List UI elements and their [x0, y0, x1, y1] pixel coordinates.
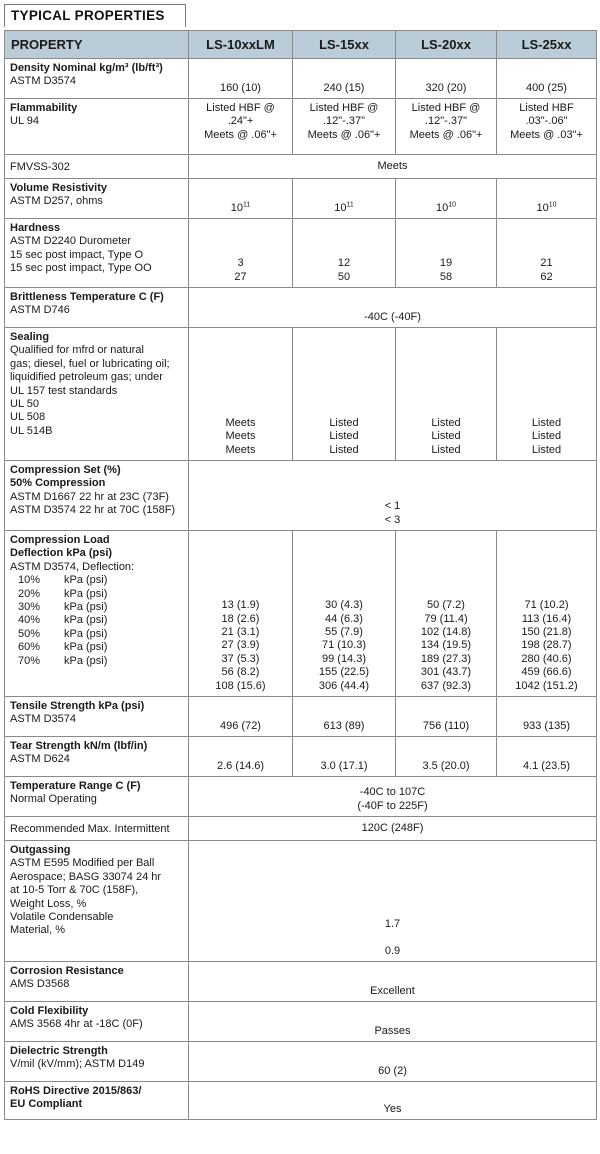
- tensile-value: 933 (135): [497, 697, 597, 737]
- tear-value: 3.5 (20.0): [396, 737, 497, 777]
- outgassing-value: 1.7 0.9: [189, 841, 597, 962]
- sealing-label: Sealing Qualified for mfrd or natural gas; diesel, fuel or lubricating oil; liquidified petroleum gas; under UL 157 test standards UL 50 UL 508 UL 514B: [5, 328, 189, 461]
- hardness-value: 21 62: [497, 219, 597, 288]
- col-header-ls-25xx: LS-25xx: [497, 31, 597, 59]
- sealing-value: Listed Listed Listed: [396, 328, 497, 461]
- row-intermittent: [5, 817, 597, 841]
- flammability-value: Listed HBF .03"-.06" Meets @ .03"+: [497, 99, 597, 155]
- hardness-value: 19 58: [396, 219, 497, 288]
- sealing-value: Listed Listed Listed: [497, 328, 597, 461]
- tensile-value: 613 (89): [293, 697, 396, 737]
- col-header-ls-15xx: LS-15xx: [293, 31, 396, 59]
- row-fmvss: [5, 155, 597, 179]
- row-compression-set: [5, 461, 597, 531]
- row-brittleness: [5, 288, 597, 328]
- sealing-value: Listed Listed Listed: [293, 328, 396, 461]
- volume-resistivity-label: Volume Resistivity ASTM D257, ohms: [5, 179, 189, 219]
- intermittent-value: 120C (248F): [189, 817, 597, 841]
- volume-resistivity-value: $10^{11}$: [293, 179, 396, 219]
- dielectric-label: Dielectric Strength V/mil (kV/mm); ASTM D149: [5, 1042, 189, 1082]
- temperature-label: Temperature Range C (F) Normal Operating: [5, 777, 189, 817]
- cold-flexibility-label: Cold Flexibility AMS 3568 4hr at -18C (0F): [5, 1002, 189, 1042]
- properties-table: [4, 30, 597, 1120]
- corrosion-label: Corrosion Resistance AMS D3568: [5, 962, 189, 1002]
- density-label: Density Nominal kg/m³ (lb/ft³) ASTM D3574: [5, 59, 189, 99]
- brittleness-value: -40C (-40F): [189, 288, 597, 328]
- compression-load-label: Compression Load Deflection kPa (psi) ASTM D3574, Deflection: 10% kPa (psi) 20% kPa (psi) 30% kPa (psi) 40% kPa (psi) 50% kPa (psi) 60% kPa (psi) 70% kPa (psi): [5, 531, 189, 697]
- compression-load-value: 50 (7.2) 79 (11.4) 102 (14.8) 134 (19.5) 189 (27.3) 301 (43.7) 637 (92.3): [396, 531, 497, 697]
- sealing-value: Meets Meets Meets: [189, 328, 293, 461]
- fmvss-label: FMVSS-302: [5, 155, 189, 179]
- flammability-value: Listed HBF @ .12"-.37" Meets @ .06"+: [396, 99, 497, 155]
- dielectric-value: 60 (2): [189, 1042, 597, 1082]
- cold-flexibility-value: Passes: [189, 1002, 597, 1042]
- col-header-ls-20xx: LS-20xx: [396, 31, 497, 59]
- flammability-value: Listed HBF @ .24"+ Meets @ .06"+: [189, 99, 293, 155]
- tear-value: 4.1 (23.5): [497, 737, 597, 777]
- compression-set-value: < 1 < 3: [189, 461, 597, 531]
- rohs-label: RoHS Directive 2015/863/ EU Compliant: [5, 1082, 189, 1120]
- col-header-ls-10xxlm: LS-10xxLM: [189, 31, 293, 59]
- compression-set-label: Compression Set (%) 50% Compression ASTM D1667 22 hr at 23C (73F) ASTM D3574 22 hr at 70C (158F): [5, 461, 189, 531]
- density-value: 400 (25): [497, 59, 597, 99]
- tear-value: 2.6 (14.6): [189, 737, 293, 777]
- brittleness-label: Brittleness Temperature C (F) ASTM D746: [5, 288, 189, 328]
- row-outgassing: [5, 841, 597, 962]
- row-tensile: [5, 697, 597, 737]
- col-header-property: PROPERTY: [5, 31, 189, 59]
- compression-load-value: 71 (10.2) 113 (16.4) 150 (21.8) 198 (28.7) 280 (40.6) 459 (66.6) 1042 (151.2): [497, 531, 597, 697]
- rohs-value: Yes: [189, 1082, 597, 1120]
- row-compression-load: [5, 531, 597, 697]
- temperature-value: -40C to 107C (-40F to 225F): [189, 777, 597, 817]
- section-title: TYPICAL PROPERTIES: [11, 8, 165, 23]
- section-title-box: [4, 4, 186, 27]
- tensile-label: Tensile Strength kPa (psi) ASTM D3574: [5, 697, 189, 737]
- intermittent-label: Recommended Max. Intermittent: [5, 817, 189, 841]
- density-value: 160 (10): [189, 59, 293, 99]
- row-rohs: [5, 1082, 597, 1120]
- row-dielectric: [5, 1042, 597, 1082]
- outgassing-label: Outgassing ASTM E595 Modified per Ball Aerospace; BASG 33074 24 hr at 10-5 Torr & 70C (158F), Weight Loss, % Volatile Condensable Material, %: [5, 841, 189, 962]
- row-flammability: [5, 99, 597, 155]
- density-value: 320 (20): [396, 59, 497, 99]
- volume-resistivity-value: $10^{10}$: [497, 179, 597, 219]
- tear-label: Tear Strength kN/m (lbf/in) ASTM D624: [5, 737, 189, 777]
- hardness-value: 3 27: [189, 219, 293, 288]
- tensile-value: 496 (72): [189, 697, 293, 737]
- tear-value: 3.0 (17.1): [293, 737, 396, 777]
- volume-resistivity-value: $10^{11}$: [189, 179, 293, 219]
- hardness-label: Hardness ASTM D2240 Durometer 15 sec post impact, Type O 15 sec post impact, Type OO: [5, 219, 189, 288]
- row-volume-resistivity: [5, 179, 597, 219]
- row-corrosion: [5, 962, 597, 1002]
- corrosion-value: Excellent: [189, 962, 597, 1002]
- header-row: [5, 31, 597, 59]
- row-density: [5, 59, 597, 99]
- flammability-value: Listed HBF @ .12"-.37" Meets @ .06"+: [293, 99, 396, 155]
- tensile-value: 756 (110): [396, 697, 497, 737]
- row-tear: [5, 737, 597, 777]
- fmvss-value: Meets: [189, 155, 597, 179]
- flammability-label: Flammability UL 94: [5, 99, 189, 155]
- density-value: 240 (15): [293, 59, 396, 99]
- compression-load-value: 13 (1.9) 18 (2.6) 21 (3.1) 27 (3.9) 37 (5.3) 56 (8.2) 108 (15.6): [189, 531, 293, 697]
- row-hardness: [5, 219, 597, 288]
- volume-resistivity-value: $10^{10}$: [396, 179, 497, 219]
- hardness-value: 12 50: [293, 219, 396, 288]
- compression-load-value: 30 (4.3) 44 (6.3) 55 (7.9) 71 (10.3) 99 (14.3) 155 (22.5) 306 (44.4): [293, 531, 396, 697]
- row-temperature: [5, 777, 597, 817]
- row-sealing: [5, 328, 597, 461]
- row-cold-flexibility: [5, 1002, 597, 1042]
